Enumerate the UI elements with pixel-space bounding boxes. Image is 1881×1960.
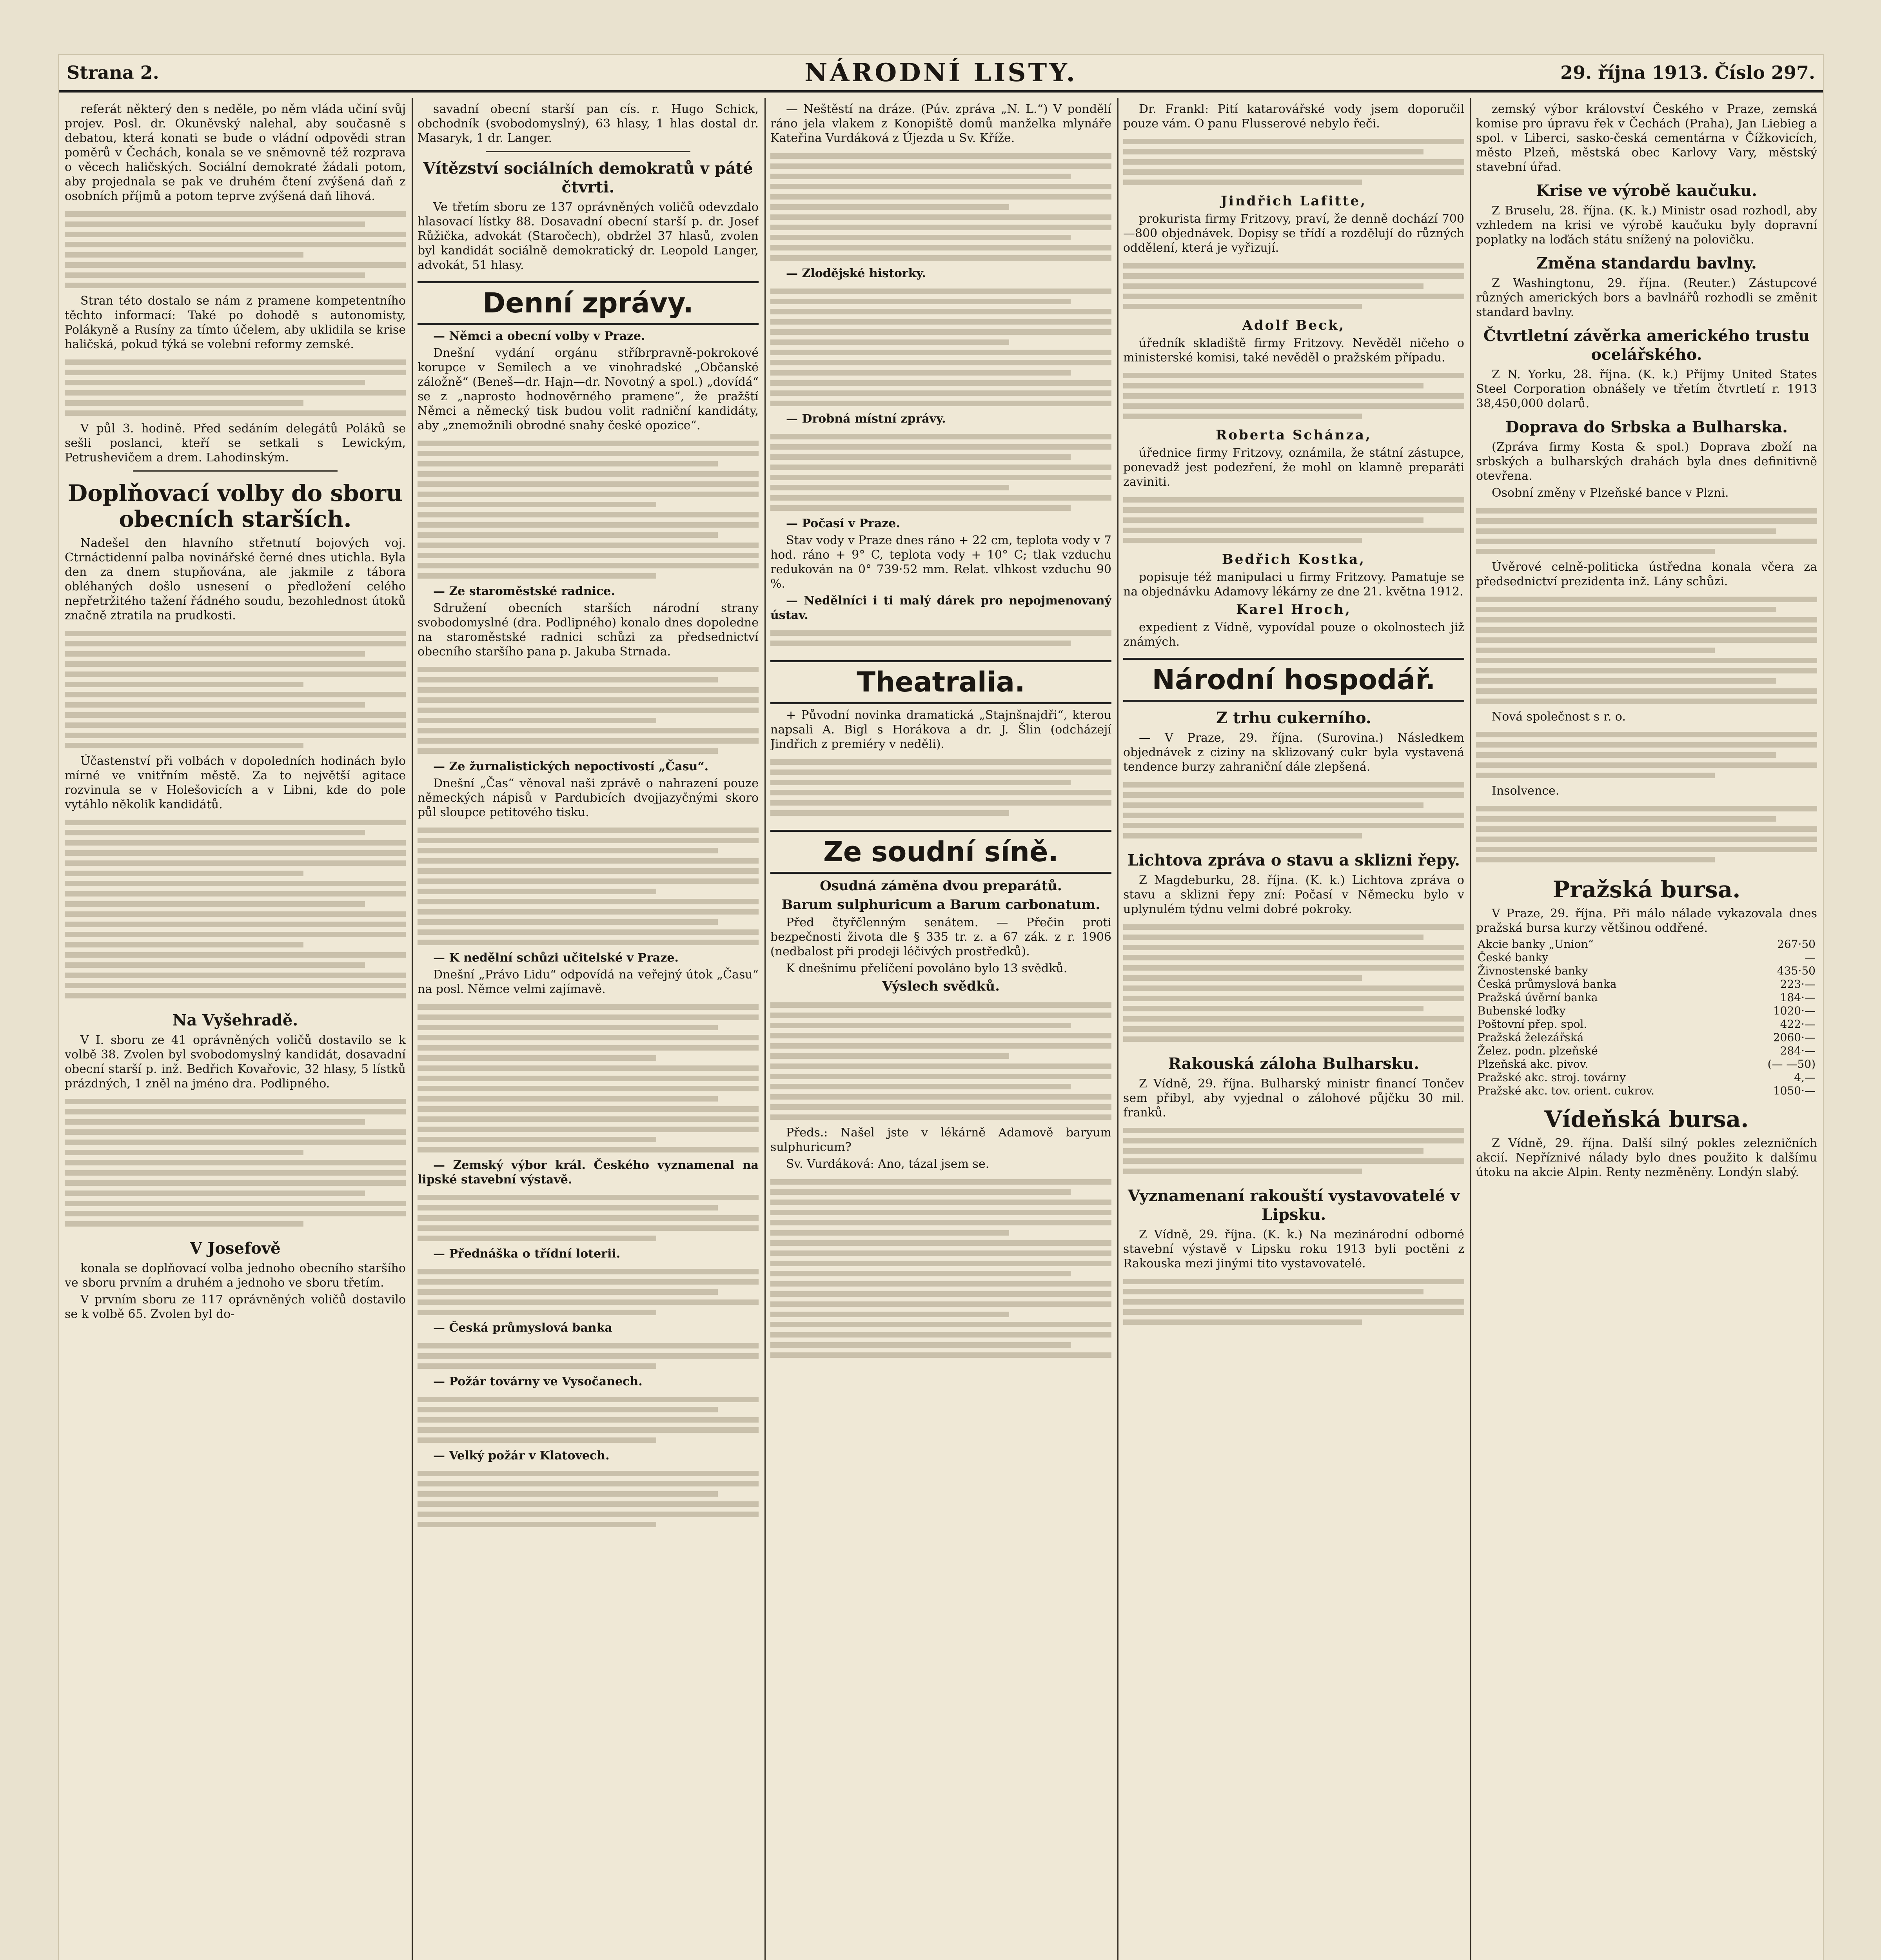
rate-row	[1476, 1031, 1817, 1044]
article-text: popisuje též manipulaci u firmy Fritzovy. Pamatuje se na objednávku Adamovy lékárny ze dne 21. května 1912.	[1123, 570, 1464, 599]
column-rule	[1470, 98, 1471, 1960]
section-subheading: Na Vyšehradě.	[172, 1011, 298, 1029]
column-rule	[764, 98, 766, 1960]
article-text: K dnešnímu přelíčení povoláno bylo 13 svědků.	[786, 962, 1068, 975]
article-text: Z Bruselu, 28. října. (K. k.) Ministr osad rozhodl, aby vzhledem na krisi ve výrobě kaučuku byly dopravní poplatky na loďách státu snížený na polovičku.	[1476, 204, 1817, 247]
rate-row	[1476, 1084, 1817, 1098]
rate-value: 1020·—	[1773, 1004, 1816, 1017]
article-text: zemský výbor království Českého v Praze, zemská komise pro úpravu řek v Čechách (Praha), Jan Liebieg a spol. v Liberci, sasko-česká cementárna v Čížkovicích, město Plzeň, městská obec Karlovy Vary, městský stavební úřad.	[1476, 102, 1817, 174]
rate-row	[1476, 964, 1817, 978]
article-text: + Původní novinka dramatická „Stajnšnajdři“, kterou napsali A. Bigl s Horákova a dr. J. Šlin (odcházejí Jindřich z premiéry v neděli).	[770, 708, 1111, 751]
rate-row	[1476, 938, 1817, 951]
article-text: — Neštěstí na dráze. (Púv. zpráva „N. L.“) V pondělí ráno jela vlakem z Konopiště domů manželka mlynáře Kateřina Vurdáková z Újezda u Sv. Kříže.	[770, 102, 1111, 145]
article-headline: Vídeňská bursa.	[1544, 1106, 1749, 1132]
article-text: Předs.: Našel jste v lékárně Adamově baryum sulphuricum?	[770, 1126, 1111, 1154]
news-title: — Ze staroměstské radnice.	[433, 584, 615, 598]
article-headline: Pražská bursa.	[1552, 876, 1741, 903]
text-block	[65, 625, 406, 754]
article-text: Z Magdeburku, 28. října. (K. k.) Lichtova zpráva o stavu a sklizni řepy zní: Počasí v Německu bylo v uplynulém týdnu velmi dobré pokroky.	[1123, 873, 1464, 916]
rate-label: Česká průmyslová banka	[1478, 978, 1617, 991]
rate-label: Poštovní přep. spol.	[1478, 1018, 1587, 1031]
text-block	[1476, 591, 1817, 710]
rate-label: Pražské akc. tov. orient. cukrov.	[1478, 1084, 1655, 1097]
text-block	[418, 1263, 759, 1321]
article-text: Úvěrové celně-politicka ústředna konala včera za předsednictví prezidenta inž. Lány schůzi.	[1476, 560, 1817, 588]
divider	[133, 470, 338, 472]
article-text: úřednice firmy Fritzovy, oznámila, že státní zástupce, ponevadž jest podezření, že mohl on klamně preparáti zaviniti.	[1123, 446, 1464, 489]
text-block	[1476, 726, 1817, 784]
rate-label: České banky	[1478, 951, 1549, 964]
rate-value: 435·50	[1777, 964, 1816, 977]
rate-label: Plzeňská akc. pivov.	[1478, 1058, 1589, 1071]
article-headline: Krise ve výrobě kaučuku.	[1536, 181, 1757, 200]
text-block	[1123, 1273, 1464, 1330]
article-subheadline: Výslech svědků.	[882, 978, 1000, 994]
text-block	[65, 206, 406, 294]
article-text: — V Praze, 29. října. (Surovina.) Následkem objednávek z ciziny na sklizovaný cukr byla vystavená tendence burzy zahraniční dále zlepšená.	[1123, 731, 1464, 774]
text-block	[65, 814, 406, 1004]
text-block	[770, 1174, 1111, 1363]
news-title: — Přednáška o třídní loterii.	[433, 1247, 621, 1261]
news-title: — Zemský výbor král. Českého vyznamenal na lipské stavební výstavě.	[418, 1158, 759, 1187]
text-block	[1123, 492, 1464, 549]
article-text: Stran této dostalo se nám z pramene kompetentního těchto informací: Také po dohodě s autonomisty, Polákyně a Rusíny za tímto účelem, aby uklidila se krise haličská, pokud týká se volební reformy zemské.	[65, 294, 406, 351]
article-text: Ve třetím sboru ze 137 oprávněných voličů odevzdalo hlasovací lístky 88. Dosavadní obecní starší p. dr. Josef Růžička, advokát (Staročech), obdržel 37 hlasů, zvolen byl kandidát sociálně demokratický dr. Leopold Langer, advokát, 51 hlasy.	[418, 200, 759, 272]
newspaper-title: NÁRODNÍ LISTY.	[804, 58, 1077, 87]
section-headline: Denní zprávy.	[418, 281, 759, 325]
article-text: Dnešní „Čas“ věnoval naši zprávě o nahrazení pouze německých nápisů v Pardubicích dvojjazyčnými skoro půl sloupce petitového tisku.	[418, 777, 759, 819]
text-block	[418, 435, 759, 584]
page-number: Strana 2.	[67, 62, 159, 83]
column-2	[418, 102, 759, 1960]
article-text: Z N. Yorku, 28. října. (K. k.) Příjmy United States Steel Corporation obnášely ve třetím čtvrtletí r. 1913 38,450,000 dolarů.	[1476, 368, 1817, 410]
section-headline: Theatralia.	[770, 660, 1111, 704]
article-text: prokurista firmy Fritzovy, praví, že denně dochází 700—800 objednávek. Dopisy se třídí a rozdělují do různých oddělení, která je vyřizují.	[1123, 212, 1464, 255]
article-headline: Čtvrtletní závěrka amerického trustu ocelářského.	[1483, 327, 1810, 364]
weather-report: Stav vody v Praze dnes ráno + 22 cm, teplota vody v 7 hod. ráno + 9° C, teplota vody + 10° C; tlak vzduchu redukován na 0° 739·52 mm. Relat. vlhkost vzduchu 90 %.	[770, 534, 1111, 591]
article-headline: Změna standardu bavlny.	[1536, 254, 1757, 272]
rate-value: 284·—	[1780, 1044, 1816, 1057]
section-headline: Národní hospodář.	[1123, 658, 1464, 702]
article-text: Z Washingtonu, 29. října. (Reuter.) Zástupcové různých amerických bors a bavlnářů rozhodli se změnit standard bavlny.	[1476, 276, 1817, 319]
rate-value: 223·—	[1780, 978, 1816, 991]
article-text: Osobní změny v Plzeňské bance v Plzni.	[1492, 486, 1729, 500]
rate-label: Pražské akc. stroj. továrny	[1478, 1071, 1626, 1084]
article-text: konala se doplňovací volba jednoho obecního staršího ve sboru prvním a druhém a jednoho ve sboru třetím.	[65, 1261, 406, 1290]
text-block	[1123, 258, 1464, 315]
rate-label: Pražská úvěrní banka	[1478, 991, 1598, 1004]
text-block	[770, 283, 1111, 412]
rate-value: 422·—	[1780, 1018, 1816, 1031]
rate-row	[1476, 1058, 1817, 1071]
article-text: Z Vídně, 29. října. Bulharský ministr financí Tončev sem přibyl, aby vyjednal o zálohové půjčku 30 mil. franků.	[1123, 1077, 1464, 1120]
rate-value: 1050·—	[1773, 1084, 1816, 1097]
article-text: Účastenství při volbách v dopoledních hodinách bylo mírné ve vnitřním městě. Za to největší agitace rozvinula se v Holešovicích a v Libni, kde do pole vytáhlo několik kandidátů.	[65, 754, 406, 811]
text-block	[770, 625, 1111, 652]
text-block	[770, 148, 1111, 266]
text-block	[770, 754, 1111, 821]
article-headline: Z trhu cukerního.	[1216, 709, 1371, 727]
article-text: Z Vídně, 29. října. Další silný pokles zelezničních akcií. Nepříznivé nálady bylo dnes použito k dalšímu útoku na akcie Alpin. Renty nezměněny. Londýn slabý.	[1476, 1136, 1817, 1179]
text-block	[1123, 367, 1464, 425]
text-block	[418, 999, 759, 1158]
rate-value: 2060·—	[1773, 1031, 1816, 1044]
article-subheadline: Barum sulphuricum a Barum carbonatum.	[781, 897, 1100, 913]
rate-row	[1476, 951, 1817, 964]
article-headline: Vyznamenaní rakouští vystavovatelé v Lipsku.	[1128, 1187, 1460, 1224]
column-3	[770, 102, 1111, 1960]
witness-name: Roberta Schánza,	[1216, 427, 1372, 443]
text-block	[1123, 777, 1464, 844]
article-text: expedient z Vídně, vypovídal pouze o okolnostech již známých.	[1123, 621, 1464, 649]
issue-date: 29. října 1913. Číslo 297.	[1560, 62, 1815, 83]
text-block	[1123, 919, 1464, 1047]
text-block	[418, 661, 759, 759]
article-text: referát některý den s neděle, po něm vláda učiní svůj projev. Posl. dr. Okuněvský nalehal, aby současně s debatou, která konati se bude o vládní odpovědi stran poměrů v Čechách, konala se ve sněmovně též rozprava o věcech haličských. Sociální demokraté žádali potom, aby projednala se pak ve druhém čtení zvýšená daň z osobních příjmů a potom teprve zvýšená daň lihová.	[65, 102, 406, 203]
text-block	[1476, 503, 1817, 560]
article-text: (Zpráva firmy Kosta & spol.) Doprava zboží na srbských a bulharských drahách byla dnes definitivně otevřena.	[1476, 440, 1817, 483]
text-block	[770, 428, 1111, 516]
text-block	[1123, 1122, 1464, 1180]
rate-label: Pražská železářská	[1478, 1031, 1584, 1044]
news-title: — Ze žurnalistických nepoctivostí „Času“.	[433, 760, 709, 773]
rate-value: 184·—	[1780, 991, 1816, 1004]
news-title: — Drobná místní zprávy.	[786, 412, 946, 426]
witness-name: Bedřich Kostka,	[1222, 552, 1365, 567]
article-headline: Lichtova zpráva o stavu a sklizni řepy.	[1128, 851, 1460, 869]
article-text: Dnešní „Právo Lidu“ odpovídá na veřejný útok „Času“ na posl. Němce velmi zajímavě.	[418, 968, 759, 996]
article-text: V prvním sboru ze 117 oprávněných voličů dostavilo se k volbě 65. Zvolen byl do-	[65, 1293, 406, 1321]
newspaper-page	[59, 55, 1823, 1960]
news-title: — Nedělníci i ti malý dárek pro nepojmenovaný ústav.	[770, 594, 1111, 622]
rate-row	[1476, 991, 1817, 1004]
news-title: — Zlodějské historky.	[786, 267, 926, 280]
article-headline: Doprava do Srbska a Bulharska.	[1505, 418, 1788, 436]
exchange-rates-table	[1476, 938, 1817, 1098]
news-title: — Požár továrny ve Vysočanech.	[433, 1375, 643, 1388]
text-block	[1123, 133, 1464, 191]
section-subheading: V Josefově	[190, 1239, 281, 1258]
witness-name: Karel Hroch,	[1236, 602, 1351, 617]
rate-label: Akcie banky „Union“	[1478, 938, 1594, 951]
rate-label: Želez. podn. plzeňské	[1478, 1044, 1598, 1057]
section-headline: Ze soudní síně.	[770, 830, 1111, 874]
text-block	[418, 1465, 759, 1533]
rate-value: (— —50)	[1767, 1058, 1816, 1071]
column-4	[1123, 102, 1464, 1960]
rate-row	[1476, 1018, 1817, 1031]
rate-value: 4,—	[1794, 1071, 1816, 1084]
article-text: Sdružení obecních starších národní strany svobodomyslné (dra. Podlipného) konalo dnes dopoledne na staroměstské radnici schůzi za předsednictví obecního staršího pana p. Jakuba Strnada.	[418, 601, 759, 659]
text-block	[1476, 800, 1817, 868]
article-text: savadní obecní starší pan cís. r. Hugo Schick, obchodník (svobodomyslný), 63 hlasy, 1 hlas dostal dr. Masaryk, 1 dr. Langer.	[418, 102, 759, 145]
rate-label: Bubenské loďky	[1478, 1004, 1566, 1017]
rate-value: —	[1805, 951, 1816, 964]
text-block	[65, 1093, 406, 1232]
text-block	[418, 1189, 759, 1247]
text-block	[418, 1391, 759, 1448]
news-title: — Počasí v Praze.	[786, 517, 900, 530]
witness-name: Jindřich Lafitte,	[1221, 193, 1367, 209]
news-title: — Velký požár v Klatovech.	[433, 1449, 610, 1463]
column-rule	[1117, 98, 1118, 1960]
article-headline: Vítězství sociálních demokratů v páté čtvrti.	[423, 159, 753, 196]
rate-value: 267·50	[1777, 938, 1816, 951]
column-rule	[412, 98, 413, 1960]
article-text: úředník skladiště firmy Fritzovy. Nevěděl ničeho o ministerské komisi, také nevěděl o pražském případu.	[1123, 336, 1464, 365]
article-text: Před čtyřčlenným senátem. — Přečin proti bezpečnosti života dle § 335 tr. z. a 67 zák. z r. 1906 (nedbalost při prodeji léčivých prostředků).	[770, 916, 1111, 958]
article-text: Z Vídně, 29. října. (K. k.) Na mezinárodní odborné stavební výstavě v Lipsku roku 1913 byli poctěni z Rakouska mezi jinými tito vystavovatelé.	[1123, 1228, 1464, 1270]
rate-row	[1476, 1044, 1817, 1058]
rate-row	[1476, 978, 1817, 991]
news-title: — K nedělní schůzi učitelské v Praze.	[433, 951, 679, 965]
text-block	[418, 1338, 759, 1374]
article-headline: Rakouská záloha Bulharsku.	[1168, 1054, 1420, 1073]
article-text: V Praze, 29. října. Při málo nálade vykazovala dnes pražská bursa kurzy většinou oddřené.	[1476, 907, 1817, 935]
divider	[486, 151, 690, 152]
article-text: Nadešel den hlavního střetnutí bojových voj. Ctrnáctidenní palba novinářské černé dnes utichla. Byla den za dnem stupňována, ale jakmile z tábora obléhaných došlo usnesení o předložení celého nepřetržitého tažení řádného soudu, bezohlednost útoků značně ztratila na prudkosti.	[65, 536, 406, 622]
rate-label: Živnostenské banky	[1478, 964, 1588, 977]
text-block	[770, 997, 1111, 1125]
column-5	[1476, 102, 1817, 1960]
masthead	[59, 55, 1823, 93]
rate-row	[1476, 1004, 1817, 1018]
text-block	[65, 354, 406, 421]
text-block	[418, 822, 759, 951]
article-text: V I. sboru ze 41 oprávněných voličů dostavilo se k volbě 38. Zvolen byl svobodomyslný kandidát, dosavadní obecní starší p. inž. Bedřich Kovařovic, 32 hlasy, 5 lístků prázdných, 1 zněl na jméno dra. Podlipného.	[65, 1033, 406, 1091]
article-headline: Osudná záměna dvou preparátů.	[820, 878, 1062, 894]
news-title: — Němci a obecní volby v Praze.	[433, 329, 645, 343]
news-title: — Česká průmyslová banka	[433, 1321, 612, 1335]
article-text: Insolvence.	[1492, 784, 1560, 798]
article-text: Dr. Frankl: Pití katarovářské vody jsem doporučil pouze vám. O panu Flusserové nebylo řeči.	[1123, 102, 1464, 131]
article-text: V půl 3. hodině. Před sedáním delegátů Poláků se sešli poslanci, kteří se setkali s Lewickým, Petrushevičem a drem. Lahodinským.	[65, 422, 406, 465]
column-1	[65, 102, 406, 1960]
article-text: Sv. Vurdáková: Ano, tázal jsem se.	[786, 1157, 990, 1171]
article-text: Nová společnost s r. o.	[1492, 710, 1626, 724]
rate-row	[1476, 1071, 1817, 1084]
article-headline: Doplňovací volby do sboru obecních starších.	[67, 480, 403, 532]
article-text: Dnešní vydání orgánu stříbrpravně-pokrokové korupce v Semilech a ve vinohradské „Občanské záložně“ (Beneš—dr. Hajn—dr. Novotný a spol.) „dovídá“ se z „naprosto hodnověrného pramene“, že pražští Němci a německý tisk budou volit radniční kandidáty, aby „znemožnili obrodné snahy české opozice“.	[418, 346, 759, 432]
witness-name: Adolf Beck,	[1242, 318, 1345, 333]
